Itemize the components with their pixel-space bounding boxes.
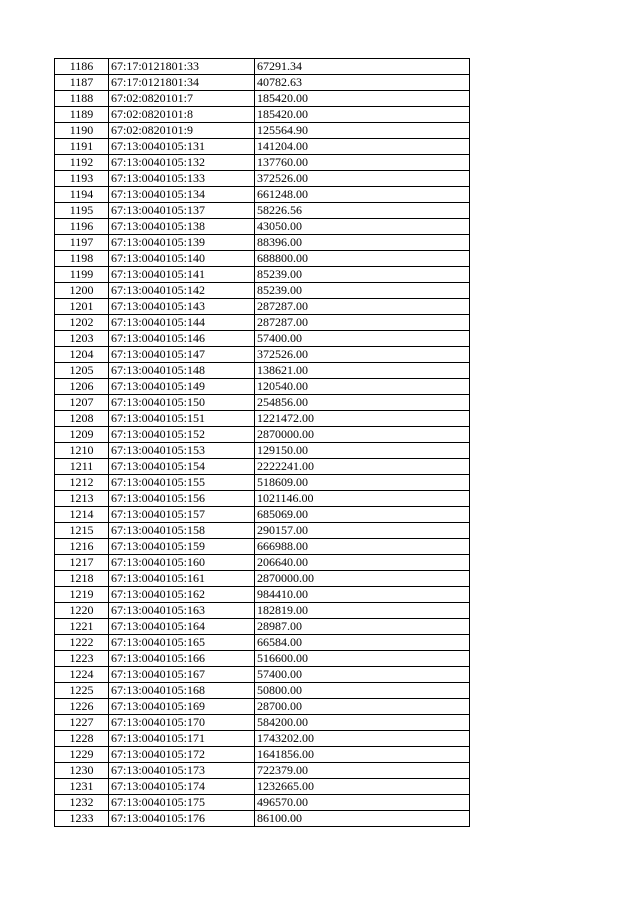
table-row: [55, 203, 470, 219]
value-cell: 185420.00: [255, 91, 470, 107]
row-number-cell: 1201: [55, 299, 109, 315]
row-number-cell: 1220: [55, 603, 109, 619]
row-number-cell: 1227: [55, 715, 109, 731]
cadastral-number-cell: 67:13:0040105:166: [109, 651, 255, 667]
value-cell: 28987.00: [255, 619, 470, 635]
table-row: [55, 123, 470, 139]
table-row: [55, 251, 470, 267]
table-row: [55, 187, 470, 203]
row-number-cell: 1228: [55, 731, 109, 747]
table-row: [55, 811, 470, 827]
cadastral-number-cell: 67:13:0040105:139: [109, 235, 255, 251]
table-row: [55, 59, 470, 75]
row-number-cell: 1221: [55, 619, 109, 635]
table-row: [55, 75, 470, 91]
cadastral-number-cell: 67:13:0040105:157: [109, 507, 255, 523]
cadastral-number-cell: 67:13:0040105:138: [109, 219, 255, 235]
cadastral-number-cell: 67:17:0121801:34: [109, 75, 255, 91]
table-row: [55, 299, 470, 315]
cadastral-number-cell: 67:13:0040105:159: [109, 539, 255, 555]
value-cell: 120540.00: [255, 379, 470, 395]
cadastral-number-cell: 67:13:0040105:169: [109, 699, 255, 715]
table-row: [55, 395, 470, 411]
cadastral-number-cell: 67:13:0040105:176: [109, 811, 255, 827]
value-cell: 66584.00: [255, 635, 470, 651]
cadastral-number-cell: 67:13:0040105:162: [109, 587, 255, 603]
cadastral-number-cell: 67:13:0040105:173: [109, 763, 255, 779]
row-number-cell: 1214: [55, 507, 109, 523]
row-number-cell: 1206: [55, 379, 109, 395]
value-cell: 129150.00: [255, 443, 470, 459]
cadastral-number-cell: 67:13:0040105:134: [109, 187, 255, 203]
value-cell: 2222241.00: [255, 459, 470, 475]
table-row: [55, 715, 470, 731]
row-number-cell: 1200: [55, 283, 109, 299]
value-cell: 290157.00: [255, 523, 470, 539]
value-cell: 185420.00: [255, 107, 470, 123]
value-cell: 722379.00: [255, 763, 470, 779]
value-cell: 372526.00: [255, 347, 470, 363]
cadastral-number-cell: 67:13:0040105:131: [109, 139, 255, 155]
row-number-cell: 1192: [55, 155, 109, 171]
row-number-cell: 1205: [55, 363, 109, 379]
cadastral-number-cell: 67:13:0040105:146: [109, 331, 255, 347]
value-cell: 28700.00: [255, 699, 470, 715]
table-row: [55, 363, 470, 379]
row-number-cell: 1230: [55, 763, 109, 779]
row-number-cell: 1211: [55, 459, 109, 475]
table-row: [55, 491, 470, 507]
row-number-cell: 1194: [55, 187, 109, 203]
table-row: [55, 427, 470, 443]
cadastral-number-cell: 67:13:0040105:133: [109, 171, 255, 187]
cadastral-number-cell: 67:13:0040105:174: [109, 779, 255, 795]
value-cell: 43050.00: [255, 219, 470, 235]
row-number-cell: 1189: [55, 107, 109, 123]
value-cell: 85239.00: [255, 283, 470, 299]
cadastral-number-cell: 67:13:0040105:175: [109, 795, 255, 811]
value-cell: 182819.00: [255, 603, 470, 619]
row-number-cell: 1232: [55, 795, 109, 811]
value-cell: 254856.00: [255, 395, 470, 411]
cadastral-number-cell: 67:13:0040105:158: [109, 523, 255, 539]
cadastral-number-cell: 67:13:0040105:141: [109, 267, 255, 283]
value-cell: 287287.00: [255, 315, 470, 331]
cadastral-number-cell: 67:13:0040105:161: [109, 571, 255, 587]
value-cell: 1641856.00: [255, 747, 470, 763]
value-cell: 57400.00: [255, 667, 470, 683]
cadastral-number-cell: 67:13:0040105:142: [109, 283, 255, 299]
table-row: [55, 347, 470, 363]
cadastral-number-cell: 67:02:0820101:9: [109, 123, 255, 139]
table-row: [55, 667, 470, 683]
value-cell: 137760.00: [255, 155, 470, 171]
row-number-cell: 1198: [55, 251, 109, 267]
table-row: [55, 523, 470, 539]
cadastral-number-cell: 67:13:0040105:156: [109, 491, 255, 507]
value-cell: 58226.56: [255, 203, 470, 219]
row-number-cell: 1218: [55, 571, 109, 587]
row-number-cell: 1210: [55, 443, 109, 459]
table-row: [55, 571, 470, 587]
row-number-cell: 1195: [55, 203, 109, 219]
row-number-cell: 1186: [55, 59, 109, 75]
value-cell: 984410.00: [255, 587, 470, 603]
row-number-cell: 1223: [55, 651, 109, 667]
table-body: [55, 59, 470, 827]
table-row: [55, 795, 470, 811]
cadastral-number-cell: 67:13:0040105:167: [109, 667, 255, 683]
row-number-cell: 1188: [55, 91, 109, 107]
row-number-cell: 1204: [55, 347, 109, 363]
row-number-cell: 1191: [55, 139, 109, 155]
cadastral-number-cell: 67:13:0040105:151: [109, 411, 255, 427]
value-cell: 1021146.00: [255, 491, 470, 507]
value-cell: 372526.00: [255, 171, 470, 187]
cadastral-number-cell: 67:13:0040105:143: [109, 299, 255, 315]
cadastral-number-cell: 67:13:0040105:160: [109, 555, 255, 571]
row-number-cell: 1187: [55, 75, 109, 91]
row-number-cell: 1219: [55, 587, 109, 603]
table-row: [55, 107, 470, 123]
cadastral-number-cell: 67:13:0040105:137: [109, 203, 255, 219]
row-number-cell: 1224: [55, 667, 109, 683]
cadastral-number-cell: 67:13:0040105:163: [109, 603, 255, 619]
row-number-cell: 1190: [55, 123, 109, 139]
table-row: [55, 619, 470, 635]
cadastral-number-cell: 67:13:0040105:153: [109, 443, 255, 459]
value-cell: 666988.00: [255, 539, 470, 555]
value-cell: 85239.00: [255, 267, 470, 283]
table-row: [55, 411, 470, 427]
cadastral-number-cell: 67:17:0121801:33: [109, 59, 255, 75]
table-row: [55, 443, 470, 459]
row-number-cell: 1203: [55, 331, 109, 347]
cadastral-number-cell: 67:13:0040105:152: [109, 427, 255, 443]
value-cell: 516600.00: [255, 651, 470, 667]
cadastral-number-cell: 67:13:0040105:164: [109, 619, 255, 635]
row-number-cell: 1207: [55, 395, 109, 411]
table-row: [55, 699, 470, 715]
cadastral-number-cell: 67:13:0040105:165: [109, 635, 255, 651]
table-row: [55, 747, 470, 763]
value-cell: 57400.00: [255, 331, 470, 347]
table-row: [55, 267, 470, 283]
value-cell: 40782.63: [255, 75, 470, 91]
value-cell: 88396.00: [255, 235, 470, 251]
table-row: [55, 763, 470, 779]
value-cell: 67291.34: [255, 59, 470, 75]
table-row: [55, 91, 470, 107]
value-cell: 688800.00: [255, 251, 470, 267]
cadastral-number-cell: 67:13:0040105:171: [109, 731, 255, 747]
row-number-cell: 1196: [55, 219, 109, 235]
cadastral-number-cell: 67:02:0820101:7: [109, 91, 255, 107]
row-number-cell: 1222: [55, 635, 109, 651]
cadastral-number-cell: 67:13:0040105:154: [109, 459, 255, 475]
cadastral-number-cell: 67:13:0040105:148: [109, 363, 255, 379]
table-row: [55, 539, 470, 555]
table-row: [55, 651, 470, 667]
row-number-cell: 1229: [55, 747, 109, 763]
cadastral-number-cell: 67:13:0040105:155: [109, 475, 255, 491]
value-cell: 1743202.00: [255, 731, 470, 747]
cadastral-number-cell: 67:13:0040105:168: [109, 683, 255, 699]
table-row: [55, 379, 470, 395]
table-row: [55, 139, 470, 155]
value-cell: 141204.00: [255, 139, 470, 155]
cadastral-number-cell: 67:13:0040105:150: [109, 395, 255, 411]
cadastral-number-cell: 67:13:0040105:170: [109, 715, 255, 731]
value-cell: 50800.00: [255, 683, 470, 699]
cadastral-number-cell: 67:13:0040105:140: [109, 251, 255, 267]
cadastral-number-cell: 67:13:0040105:147: [109, 347, 255, 363]
row-number-cell: 1226: [55, 699, 109, 715]
row-number-cell: 1225: [55, 683, 109, 699]
row-number-cell: 1199: [55, 267, 109, 283]
table-row: [55, 603, 470, 619]
value-cell: 287287.00: [255, 299, 470, 315]
row-number-cell: 1231: [55, 779, 109, 795]
value-cell: 206640.00: [255, 555, 470, 571]
table-row: [55, 459, 470, 475]
value-cell: 138621.00: [255, 363, 470, 379]
table-row: [55, 171, 470, 187]
cadastral-value-table: [54, 58, 470, 827]
row-number-cell: 1197: [55, 235, 109, 251]
row-number-cell: 1217: [55, 555, 109, 571]
row-number-cell: 1215: [55, 523, 109, 539]
value-cell: 2870000.00: [255, 427, 470, 443]
value-cell: 1221472.00: [255, 411, 470, 427]
cadastral-number-cell: 67:13:0040105:132: [109, 155, 255, 171]
row-number-cell: 1208: [55, 411, 109, 427]
row-number-cell: 1212: [55, 475, 109, 491]
value-cell: 584200.00: [255, 715, 470, 731]
table-row: [55, 635, 470, 651]
value-cell: 125564.90: [255, 123, 470, 139]
row-number-cell: 1213: [55, 491, 109, 507]
row-number-cell: 1193: [55, 171, 109, 187]
row-number-cell: 1216: [55, 539, 109, 555]
row-number-cell: 1202: [55, 315, 109, 331]
table-row: [55, 555, 470, 571]
table-row: [55, 235, 470, 251]
cadastral-number-cell: 67:02:0820101:8: [109, 107, 255, 123]
table-row: [55, 331, 470, 347]
row-number-cell: 1233: [55, 811, 109, 827]
table-row: [55, 315, 470, 331]
table-row: [55, 779, 470, 795]
cadastral-number-cell: 67:13:0040105:144: [109, 315, 255, 331]
value-cell: 685069.00: [255, 507, 470, 523]
value-cell: 661248.00: [255, 187, 470, 203]
value-cell: 518609.00: [255, 475, 470, 491]
table-row: [55, 587, 470, 603]
value-cell: 496570.00: [255, 795, 470, 811]
cadastral-number-cell: 67:13:0040105:172: [109, 747, 255, 763]
table-row: [55, 475, 470, 491]
table-row: [55, 507, 470, 523]
table-row: [55, 683, 470, 699]
value-cell: 86100.00: [255, 811, 470, 827]
table-row: [55, 283, 470, 299]
value-cell: 1232665.00: [255, 779, 470, 795]
table-row: [55, 219, 470, 235]
table-row: [55, 155, 470, 171]
table-row: [55, 731, 470, 747]
cadastral-number-cell: 67:13:0040105:149: [109, 379, 255, 395]
value-cell: 2870000.00: [255, 571, 470, 587]
row-number-cell: 1209: [55, 427, 109, 443]
